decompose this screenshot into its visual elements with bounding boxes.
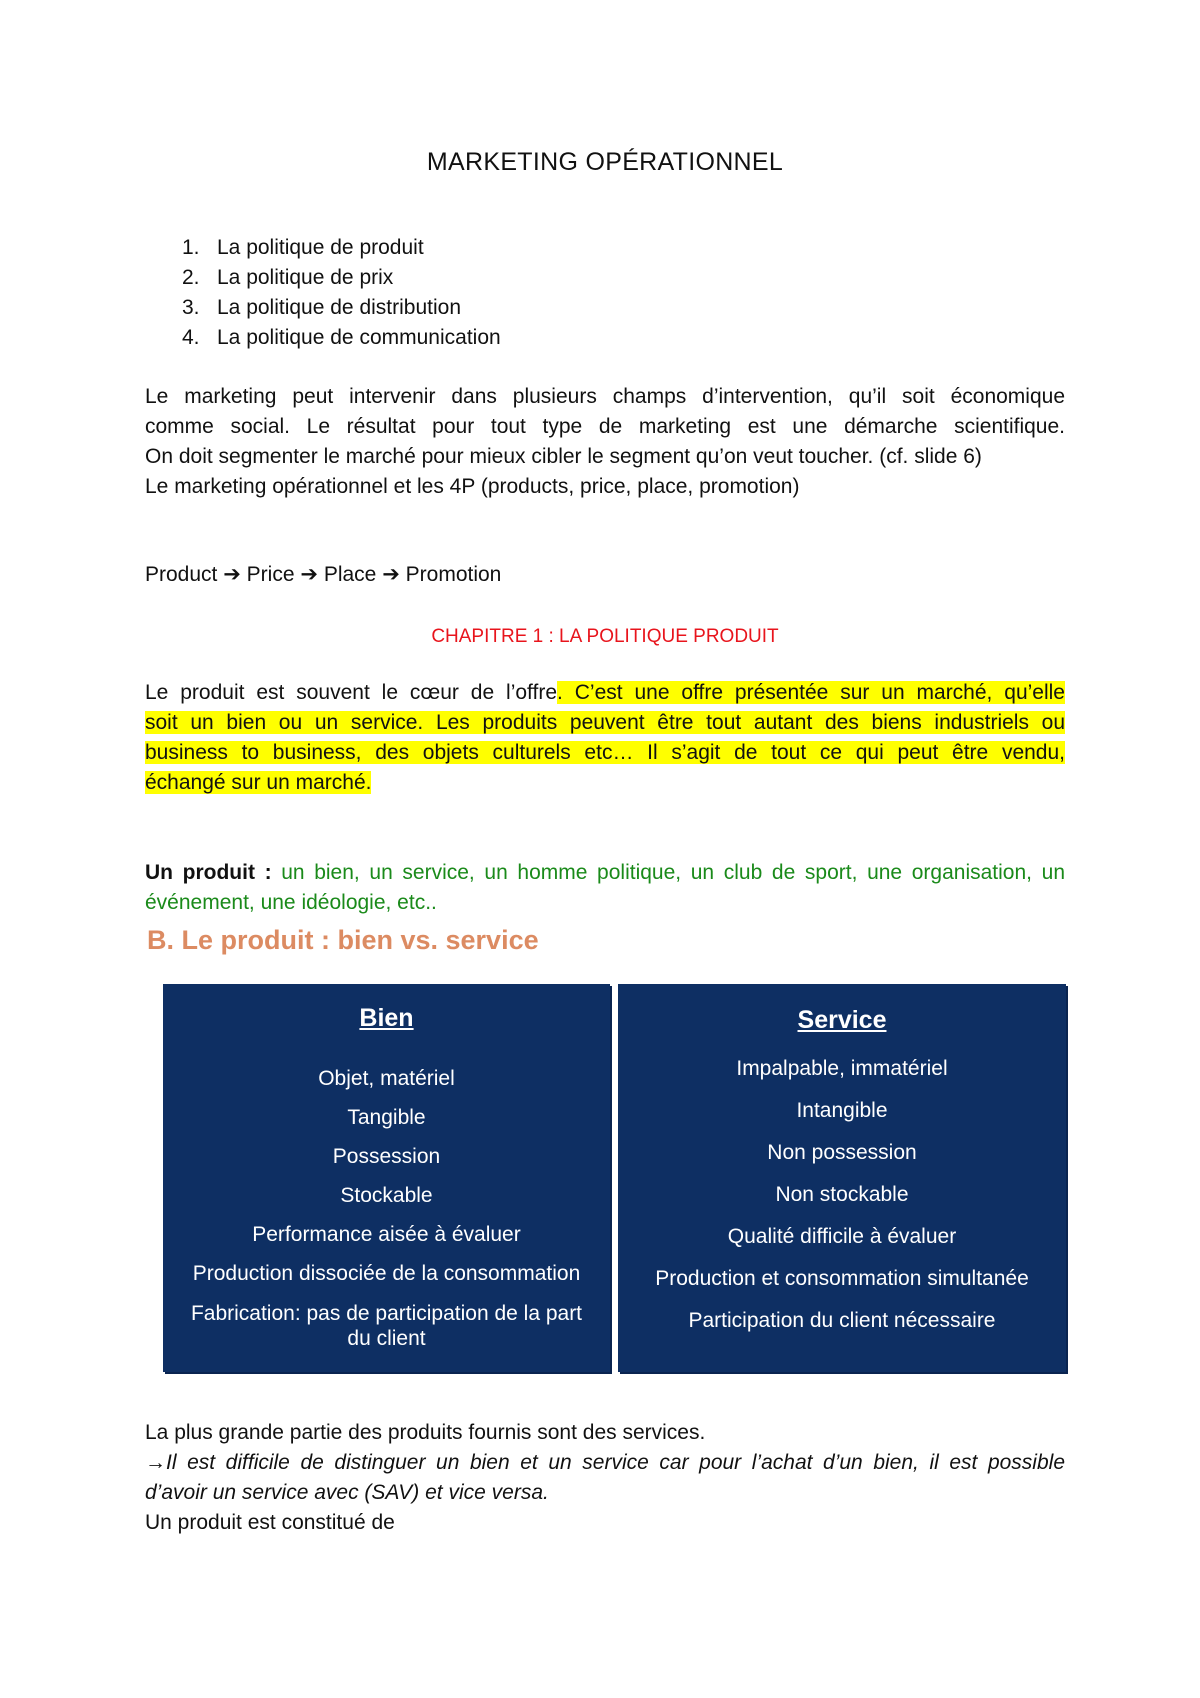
product-line — [145, 678, 1065, 708]
service-panel — [618, 984, 1066, 1372]
list-label: La politique de prix — [217, 266, 394, 289]
service-item: Non possession — [767, 1141, 917, 1164]
intro-paragraph — [145, 382, 1065, 502]
bien-panel — [163, 984, 610, 1372]
intro-line: Le marketing peut intervenir dans plusieurs champs d’intervention, qu’il soit économique — [145, 385, 1065, 408]
bien-item: Tangible — [347, 1106, 426, 1129]
slide-heading: B. Le produit : bien vs. service — [147, 925, 539, 955]
bien-item: Objet, matériel — [318, 1067, 455, 1090]
closing-paragraph — [145, 1418, 1065, 1538]
list-number: 2. — [182, 266, 200, 289]
service-item: Participation du client nécessaire — [688, 1309, 996, 1332]
bien-item: Production dissociée de la consommation — [192, 1262, 581, 1285]
intro-line: comme social. Le résultat pour tout type de marketing est une démarche scientifique. — [145, 415, 1065, 438]
closing-line: La plus grande partie des produits fournis sont des services. — [145, 1421, 706, 1444]
list-item — [182, 293, 501, 323]
service-item: Qualité difficile à évaluer — [727, 1225, 957, 1248]
four-p-place: Place — [323, 563, 377, 586]
closing-line: d’avoir un service avec (SAV) et vice versa. — [145, 1481, 549, 1504]
chapter-heading: CHAPITRE 1 : LA POLITIQUE PRODUIT — [431, 626, 779, 647]
list-label: La politique de communication — [217, 326, 501, 349]
four-p-promotion: Promotion — [405, 563, 502, 586]
four-p-price: Price — [246, 563, 295, 586]
list-item — [182, 263, 501, 293]
arrow-right-icon: ➔ — [300, 563, 318, 586]
intro-line: Le marketing opérationnel et les 4P (products, price, place, promotion) — [145, 475, 800, 498]
bien-item: du client — [347, 1327, 426, 1350]
arrow-right-icon: ➔ — [382, 563, 400, 586]
bien-item: Stockable — [340, 1184, 433, 1207]
definition-label: Un produit : — [145, 861, 272, 884]
bien-item: Fabrication: pas de participation de la part — [190, 1302, 583, 1325]
closing-line: Un produit est constitué de — [145, 1511, 395, 1534]
list-item — [182, 233, 501, 263]
product-text: Le produit est souvent le cœur de l’offre — [145, 681, 558, 704]
page-title: MARKETING OPÉRATIONNEL — [426, 148, 784, 176]
four-p-sequence — [145, 560, 1065, 590]
product-line — [145, 708, 1065, 738]
closing-line: →Il est difficile de distinguer un bien et un service car pour l’achat d’un bien, il est possible — [145, 1451, 1065, 1474]
definition-line: événement, une idéologie, etc.. — [145, 891, 437, 914]
definition-paragraph — [145, 858, 1065, 918]
arrow-right-icon: ➔ — [223, 563, 241, 586]
product-line — [145, 738, 1065, 768]
service-item: Production et consommation simultanée — [655, 1267, 1029, 1290]
intro-line: On doit segmenter le marché pour mieux cibler le segment qu’on veut toucher. (cf. slide 6) — [145, 445, 982, 468]
highlighted-text: soit un bien ou un service. Les produits peuvent être tout autant des biens industriels ou — [145, 711, 1065, 734]
list-number: 1. — [182, 236, 200, 259]
list-number: 3. — [182, 296, 200, 319]
highlighted-text: business to business, des objets culturels etc… Il s’agit de tout ce qui peut être vendu, — [145, 741, 1065, 764]
highlighted-text: . C’est une offre présentée sur un marché, qu’elle — [557, 681, 1065, 704]
service-panel-title: Service — [797, 1006, 887, 1034]
product-paragraph — [145, 678, 1065, 798]
list-number: 4. — [182, 326, 200, 349]
list-label: La politique de produit — [217, 236, 424, 259]
highlighted-text: échangé sur un marché. — [145, 771, 372, 794]
bien-panel-title: Bien — [359, 1004, 414, 1032]
four-p-product: Product — [145, 563, 218, 586]
table-of-contents — [182, 233, 501, 353]
list-label: La politique de distribution — [217, 296, 462, 319]
list-item — [182, 323, 501, 353]
definition-text: un bien, un service, un homme politique, un club de sport, une organisation, un — [271, 861, 1065, 884]
bien-item: Possession — [332, 1145, 441, 1168]
product-line — [145, 768, 1065, 798]
bien-item: Performance aisée à évaluer — [252, 1223, 521, 1246]
service-item: Impalpable, immatériel — [736, 1057, 948, 1080]
service-item: Non stockable — [775, 1183, 909, 1206]
definition-line — [145, 858, 1065, 888]
service-item: Intangible — [796, 1099, 888, 1122]
